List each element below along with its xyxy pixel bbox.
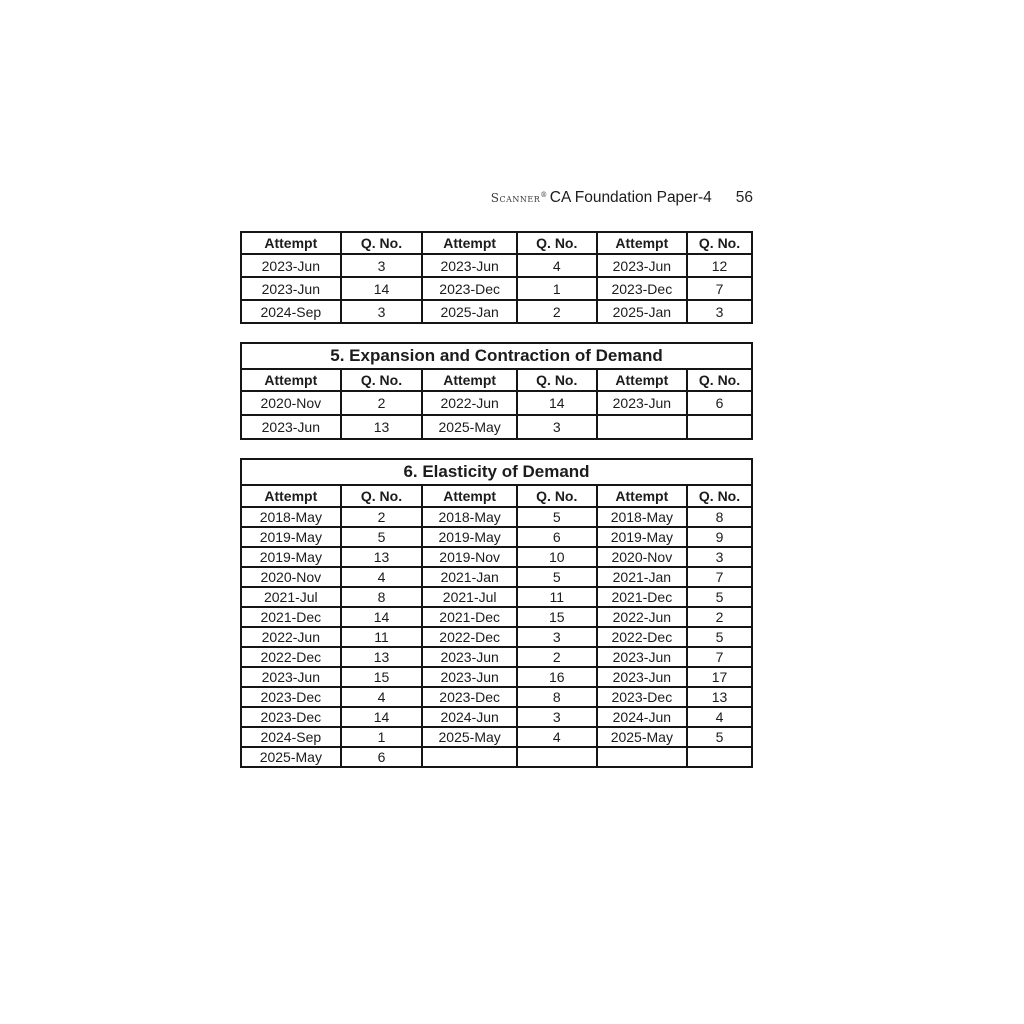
table-cell: 2018-May: [241, 507, 341, 527]
table-cell: 2020-Nov: [597, 547, 687, 567]
table-cell: 2023-Jun: [597, 667, 687, 687]
table-cell: 2024-Sep: [241, 300, 341, 323]
table-header-row: [241, 232, 752, 254]
table-cell: 2021-Dec: [422, 607, 517, 627]
table-cell: 3: [341, 300, 423, 323]
table-cell: 2: [341, 507, 423, 527]
table-row: [241, 667, 752, 687]
attempt-table-elasticity-of-demand: [240, 458, 753, 768]
table-row: [241, 567, 752, 587]
table-row: [241, 707, 752, 727]
table-cell: 2023-Jun: [241, 667, 341, 687]
table-cell: 2022-Jun: [241, 627, 341, 647]
scanner-logo-text: Scanner: [490, 191, 541, 205]
table-cell: 9: [687, 527, 752, 547]
table-cell: 2022-Dec: [422, 627, 517, 647]
table-cell: 1: [517, 277, 597, 300]
table-cell: 2022-Dec: [241, 647, 341, 667]
table-cell: 2021-Jan: [422, 567, 517, 587]
table-row: [241, 627, 752, 647]
table-row: [241, 727, 752, 747]
table-header-row: [241, 369, 752, 391]
table-header-row: [241, 485, 752, 507]
table-cell: 6: [341, 747, 423, 767]
table-cell: 3: [341, 254, 423, 277]
table-cell: 2023-Jun: [422, 254, 517, 277]
column-header: Q. No.: [517, 485, 597, 507]
table-cell: 17: [687, 667, 752, 687]
table-cell: 2023-Jun: [422, 647, 517, 667]
table-cell: 2023-Jun: [241, 415, 341, 439]
table-cell: 7: [687, 277, 752, 300]
column-header: Attempt: [241, 232, 341, 254]
column-header: Q. No.: [341, 485, 423, 507]
table-cell: 7: [687, 567, 752, 587]
table-row: [241, 507, 752, 527]
table-cell: 2019-May: [422, 527, 517, 547]
column-header: Attempt: [597, 232, 687, 254]
column-header: Q. No.: [341, 232, 423, 254]
column-header: Q. No.: [517, 369, 597, 391]
table-cell: 14: [341, 607, 423, 627]
table-cell: 5: [687, 727, 752, 747]
table-cell: 2022-Jun: [597, 607, 687, 627]
table-cell: 15: [341, 667, 423, 687]
table-cell: 2023-Jun: [597, 391, 687, 415]
column-header: Attempt: [241, 369, 341, 391]
table-row: [241, 747, 752, 767]
table-cell: 2023-Dec: [241, 707, 341, 727]
table-row: [241, 391, 752, 415]
table-cell: 14: [341, 277, 423, 300]
table-cell: 12: [687, 254, 752, 277]
column-header: Q. No.: [687, 369, 752, 391]
table-cell: 13: [687, 687, 752, 707]
table-cell: [687, 415, 752, 439]
table-cell: 2024-Jun: [597, 707, 687, 727]
attempt-table-continuation: [240, 231, 753, 324]
table-row: [241, 587, 752, 607]
table-cell: 2020-Nov: [241, 567, 341, 587]
table-cell: 5: [517, 567, 597, 587]
table-cell: 4: [517, 727, 597, 747]
table-row: [241, 254, 752, 277]
table-cell: 2021-Dec: [241, 607, 341, 627]
table-row: [241, 277, 752, 300]
table-cell: 2023-Dec: [597, 277, 687, 300]
table-cell: 11: [517, 587, 597, 607]
table-cell: 14: [517, 391, 597, 415]
table-cell: 2020-Nov: [241, 391, 341, 415]
table-cell: [687, 747, 752, 767]
table-row: [241, 647, 752, 667]
table-cell: 2: [687, 607, 752, 627]
table-cell: 2023-Jun: [597, 254, 687, 277]
scanner-logo: [491, 191, 548, 205]
table-cell: 5: [341, 527, 423, 547]
column-header: Attempt: [597, 369, 687, 391]
column-header: Q. No.: [687, 232, 752, 254]
table-cell: 2019-May: [597, 527, 687, 547]
table-cell: 2021-Jul: [422, 587, 517, 607]
table-title-row: [241, 343, 752, 369]
table-cell: [422, 747, 517, 767]
column-header: Q. No.: [687, 485, 752, 507]
table-cell: 6: [517, 527, 597, 547]
table-title: 6. Elasticity of Demand: [241, 459, 752, 485]
table-cell: [517, 747, 597, 767]
table-cell: 15: [517, 607, 597, 627]
table-cell: 8: [687, 507, 752, 527]
table-cell: 2023-Jun: [241, 254, 341, 277]
table-cell: 2025-Jan: [597, 300, 687, 323]
page-content: [240, 185, 753, 768]
table-cell: 16: [517, 667, 597, 687]
table-cell: 2024-Jun: [422, 707, 517, 727]
table-cell: 5: [687, 627, 752, 647]
table-cell: 11: [341, 627, 423, 647]
table-title: 5. Expansion and Contraction of Demand: [241, 343, 752, 369]
column-header: Attempt: [422, 369, 517, 391]
table-cell: 2023-Dec: [241, 687, 341, 707]
table-cell: 6: [687, 391, 752, 415]
table-row: [241, 687, 752, 707]
table-cell: 2: [517, 300, 597, 323]
table-cell: 4: [517, 254, 597, 277]
column-header: Attempt: [597, 485, 687, 507]
table-cell: 2025-May: [597, 727, 687, 747]
table-cell: 13: [341, 547, 423, 567]
table-cell: 2: [341, 391, 423, 415]
table-cell: 2022-Jun: [422, 391, 517, 415]
page-header: [240, 185, 753, 208]
table-title-row: [241, 459, 752, 485]
table-cell: 14: [341, 707, 423, 727]
table-cell: [597, 747, 687, 767]
table-cell: 2025-Jan: [422, 300, 517, 323]
table-cell: 3: [517, 415, 597, 439]
table-cell: 2025-May: [422, 415, 517, 439]
table-cell: 2019-May: [241, 527, 341, 547]
table-row: [241, 547, 752, 567]
table-cell: 2021-Jan: [597, 567, 687, 587]
table-cell: 2022-Dec: [597, 627, 687, 647]
column-header: Q. No.: [341, 369, 423, 391]
table-cell: 2025-May: [422, 727, 517, 747]
registered-mark: ®: [540, 191, 548, 199]
table-cell: 3: [517, 627, 597, 647]
table-cell: 5: [687, 587, 752, 607]
table-cell: 13: [341, 647, 423, 667]
table-cell: 5: [517, 507, 597, 527]
table-cell: 8: [341, 587, 423, 607]
table-cell: 2023-Dec: [422, 687, 517, 707]
table-cell: 1: [341, 727, 423, 747]
table-cell: 4: [341, 687, 423, 707]
table-cell: 8: [517, 687, 597, 707]
table-cell: 4: [341, 567, 423, 587]
table-cell: 2021-Jul: [241, 587, 341, 607]
table-cell: 13: [341, 415, 423, 439]
table-cell: 3: [687, 300, 752, 323]
table-cell: 2018-May: [422, 507, 517, 527]
table-cell: 2019-Nov: [422, 547, 517, 567]
table-cell: 7: [687, 647, 752, 667]
table-cell: 2023-Jun: [597, 647, 687, 667]
column-header: Attempt: [241, 485, 341, 507]
table-cell: 4: [687, 707, 752, 727]
table-cell: 2023-Jun: [241, 277, 341, 300]
attempt-table-expansion-contraction-of-demand: [240, 342, 753, 440]
table-cell: 2019-May: [241, 547, 341, 567]
column-header: Attempt: [422, 232, 517, 254]
table-row: [241, 415, 752, 439]
table-cell: [597, 415, 687, 439]
page-number: 56: [735, 189, 753, 206]
table-row: [241, 607, 752, 627]
table-cell: 3: [517, 707, 597, 727]
table-cell: 2024-Sep: [241, 727, 341, 747]
table-cell: 2023-Jun: [422, 667, 517, 687]
table-row: [241, 527, 752, 547]
document-title: CA Foundation Paper-4: [549, 189, 712, 206]
table-cell: 10: [517, 547, 597, 567]
column-header: Q. No.: [517, 232, 597, 254]
table-cell: 2: [517, 647, 597, 667]
table-cell: 2018-May: [597, 507, 687, 527]
column-header: Attempt: [422, 485, 517, 507]
table-row: [241, 300, 752, 323]
table-cell: 2021-Dec: [597, 587, 687, 607]
table-cell: 2025-May: [241, 747, 341, 767]
table-cell: 2023-Dec: [422, 277, 517, 300]
table-cell: 3: [687, 547, 752, 567]
table-cell: 2023-Dec: [597, 687, 687, 707]
